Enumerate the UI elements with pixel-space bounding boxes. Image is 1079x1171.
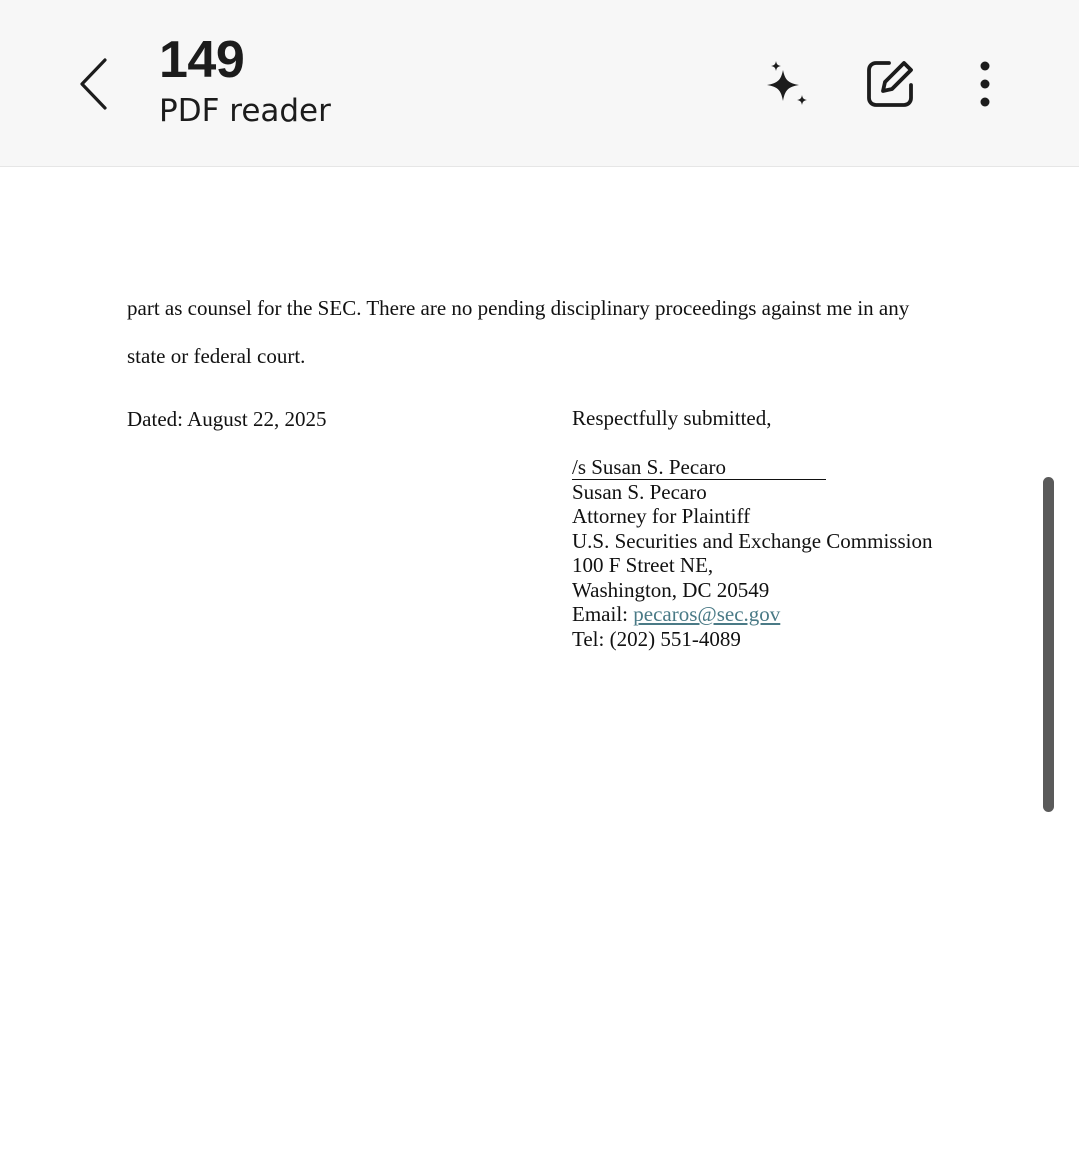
page-title: 149	[159, 31, 245, 89]
edit-button[interactable]	[860, 54, 920, 114]
signer-organization: U.S. Securities and Exchange Commission	[572, 528, 933, 553]
signer-role: Attorney for Plaintiff	[572, 504, 751, 528]
more-vertical-icon	[978, 60, 992, 108]
scrollbar-thumb[interactable]	[1043, 477, 1054, 812]
body-paragraph	[127, 284, 909, 380]
sparkle-icon	[761, 58, 811, 110]
signature-block	[572, 406, 932, 651]
signer-name: Susan S. Pecaro	[572, 479, 707, 504]
more-options-button[interactable]	[955, 54, 1015, 114]
paragraph-line: state or federal court.	[127, 344, 306, 368]
telephone-line: Tel: (202) 551-4089	[572, 626, 741, 651]
app-subtitle: PDF reader	[159, 93, 331, 129]
back-button[interactable]	[66, 54, 122, 114]
address-line-1: 100 F Street NE,	[572, 553, 714, 577]
title-block	[159, 30, 331, 131]
closing-line: Respectfully submitted,	[572, 406, 772, 430]
pdf-page	[0, 168, 1079, 1171]
edit-icon	[864, 58, 916, 110]
email-label: Email:	[572, 602, 634, 626]
signature-line: /s Susan S. Pecaro	[572, 456, 826, 480]
email-line	[572, 602, 932, 627]
paragraph-line: part as counsel for the SEC. There are no pending disciplinary proceedings against me in any	[127, 296, 910, 320]
email-link[interactable]: pecaros@sec.gov	[633, 602, 781, 626]
address-line-2: Washington, DC 20549	[572, 577, 770, 602]
app-bar	[0, 0, 1079, 167]
ai-assist-button[interactable]	[756, 54, 816, 114]
dated-line: Dated: August 22, 2025	[127, 407, 327, 431]
chevron-left-icon	[79, 58, 109, 110]
